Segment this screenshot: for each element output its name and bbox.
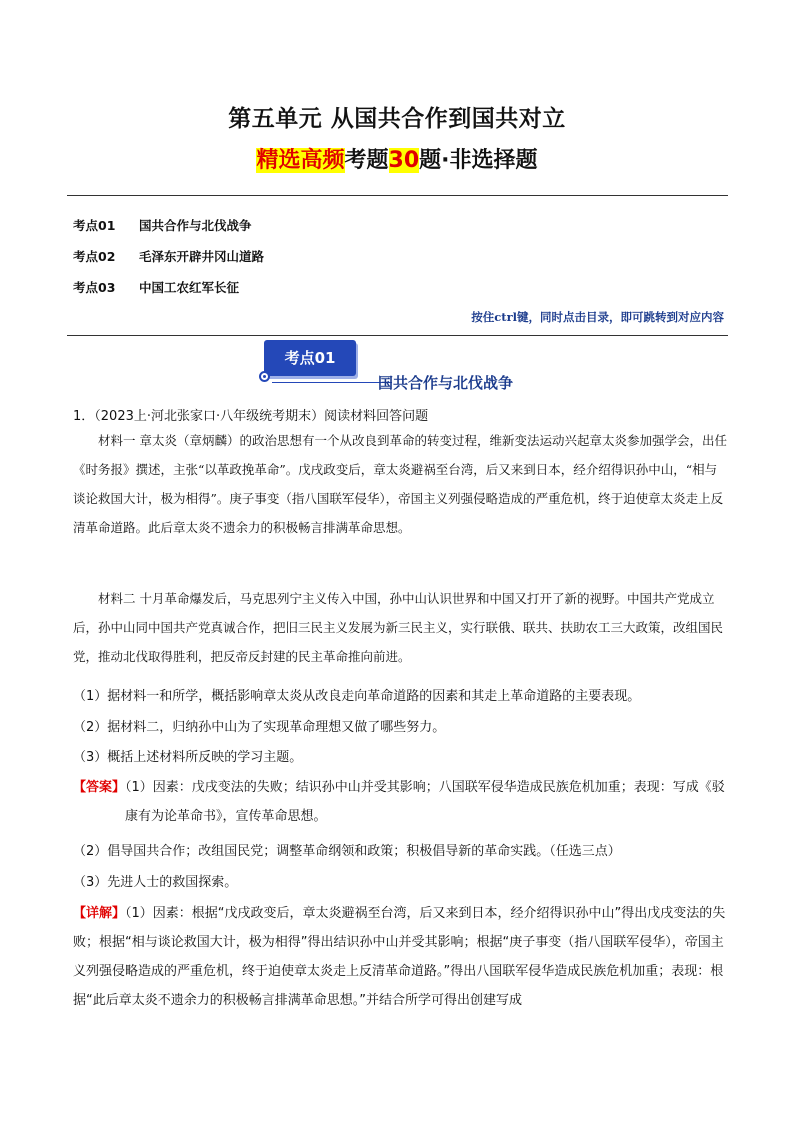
detail-text: （1）因素：根据“戊戌政变后，章太炎避祸至台湾，后又来到日本，经介绍得识孙中山”得出戊戌变法的失败；根据“相与谈论救国大计，极为相得”得出结识孙中山并受其影响；根据“庚子事变（指八国联军侵华），帝国主义列强侵略造成的严重危机，终于迫使章太炎走上反清革命道路。”得出八国联军侵华造成民族危机加重；表现：根据“此后章太炎不遗余力的积极畅言排满革命思想。”并结合所学可得出创建写成: [73, 906, 726, 1008]
answer-part-1: [73, 773, 735, 831]
question-part-3: （3）概括上述材料所反映的学习主题。: [73, 750, 303, 765]
toc-navigation-tip: 按住ctrl键，同时点击目录，即可跳转到对应内容: [471, 310, 724, 324]
question-part-1: （1）据材料一和所学，概括影响章太炎从改良走向革命道路的因素和其走上革命道路的主要表现。: [73, 689, 641, 704]
toc-item-label: 国共合作与北伐战争: [139, 218, 252, 233]
subtitle-text-1: 考题: [344, 148, 389, 173]
section-badge: [260, 338, 360, 386]
subtitle-highlight-1: 精选高频: [256, 148, 345, 173]
subtitle-text-2: 题·非选择题: [419, 148, 538, 173]
toc-item-2[interactable]: [73, 247, 264, 265]
section-badge-label: 考点01: [264, 340, 356, 376]
bullet-dot-icon: [259, 371, 270, 382]
toc-item-label: 毛泽东开辟井冈山道路: [139, 249, 265, 264]
section-underline: [272, 382, 392, 383]
top-divider: [67, 195, 728, 196]
answer-part-2: （2）倡导国共合作；改组国民党；调整革命纲领和政策；积极倡导新的革命实践。（任选三点）: [73, 844, 621, 859]
subtitle-highlight-2: 30: [388, 148, 420, 173]
question-part-2: （2）据材料二，归纳孙中山为了实现革命理想又做了哪些努力。: [73, 720, 446, 735]
toc-item-code: 考点01: [73, 218, 116, 233]
page-subtitle: [0, 143, 794, 174]
question-header: 1．（2023上·河北张家口·八年级统考期末）阅读材料回答问题: [73, 409, 429, 424]
toc-item-code: 考点02: [73, 249, 116, 264]
answer-text-1: （1）因素：戊戌变法的失败；结识孙中山并受其影响；八国联军侵华造成民族危机加重；表现：写成《驳康有为论革命书》，宣传革命思想。: [125, 780, 725, 824]
answer-tag: 【答案】: [73, 780, 126, 795]
material-one: 材料一 章太炎（章炳麟）的政治思想有一个从改良到革命的转变过程，维新变法运动兴起章太炎参加强学会，出任《时务报》撰述，主张“以革政挽革命”。戊戌政变后，章太炎避祸至台湾，后又来到日本，经介绍得识孙中山，“相与谈论救国大计，极为相得”。庚子事变（指八国联军侵华），帝国主义列强侵略造成的严重危机，终于迫使章太炎走上反清革命道路。此后章太炎不遗余力的积极畅言排满革命思想。: [73, 433, 727, 535]
toc-divider: [67, 335, 728, 336]
toc-item-3[interactable]: [73, 278, 239, 296]
section-title: 国共合作与北伐战争: [378, 374, 514, 392]
toc-item-code: 考点03: [73, 280, 116, 295]
toc-item-1[interactable]: [73, 216, 252, 234]
page-title: 第五单元 从国共合作到国共对立: [228, 106, 566, 132]
material-two: 材料二 十月革命爆发后，马克思列宁主义传入中国，孙中山认识世界和中国又打开了新的视野。中国共产党成立后，孙中山同中国共产党真诚合作，把旧三民主义发展为新三民主义，实行联俄、联共、扶助农工三大政策，改组国民党，推动北伐取得胜利，把反帝反封建的民主革命推向前进。: [73, 591, 724, 664]
answer-part-3: （3）先进人士的救国探索。: [73, 875, 238, 890]
detail-tag: 【详解】: [73, 906, 126, 921]
detail-explanation: [73, 899, 733, 1015]
toc-item-label: 中国工农红军长征: [139, 280, 240, 295]
